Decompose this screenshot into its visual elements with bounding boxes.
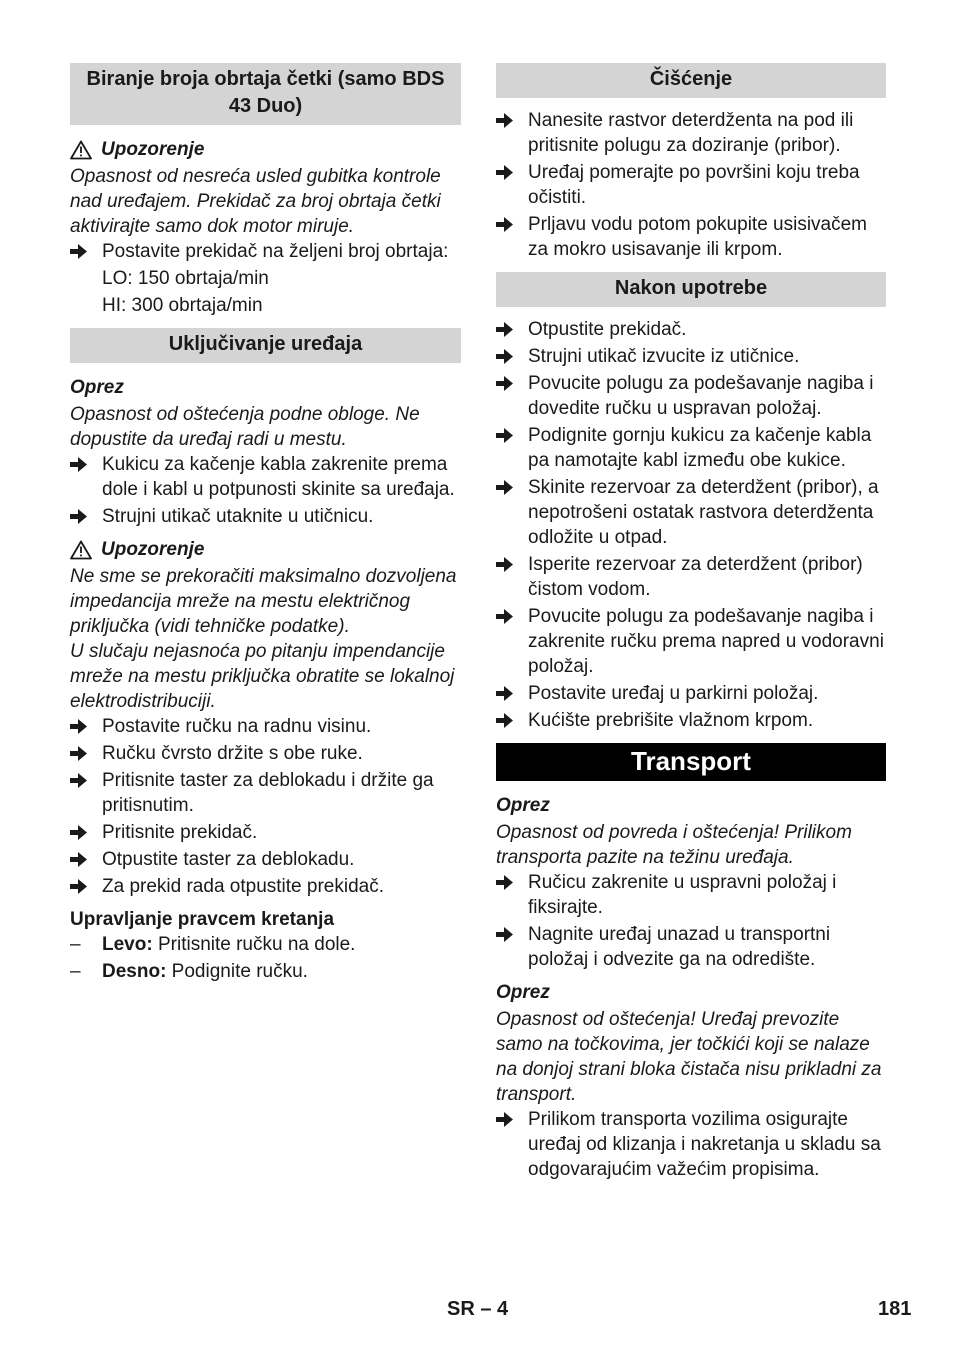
steps-list-e	[496, 870, 886, 972]
step-text: Prljavu vodu potom pokupite usisivačem za mokro usisavanje ili krpom.	[528, 214, 868, 260]
list-item	[496, 344, 886, 369]
page-number: 181	[878, 1298, 912, 1320]
dash-bullet: –	[70, 934, 81, 955]
arrow-right-icon	[496, 371, 528, 421]
step-text: Nagnite uređaj unazad u transportni položaj i odvezite ga na odredište.	[528, 924, 831, 970]
caution-heading: Oprez	[496, 982, 550, 1003]
list-item	[496, 1107, 886, 1182]
caution-text: Opasnost od povreda i oštećenja! Prilikom transporta pazite na težinu uređaja.	[496, 822, 852, 868]
list-item	[496, 423, 886, 473]
list-item	[70, 959, 461, 984]
list-item	[496, 922, 886, 972]
warning-triangle-icon	[70, 540, 92, 560]
list-item	[496, 317, 886, 342]
list-item	[70, 820, 461, 845]
step-text: Pritisnite taster za deblokadu i držite ga pritisnutim.	[102, 770, 434, 816]
caution-heading: Oprez	[496, 795, 550, 816]
warning-heading	[70, 137, 461, 162]
list-item	[70, 452, 461, 502]
left-column	[70, 63, 461, 984]
arrow-right-icon	[70, 504, 102, 529]
list-item	[70, 874, 461, 899]
warning-heading	[70, 537, 461, 562]
dash-label: Desno:	[102, 961, 167, 982]
arrow-right-icon	[70, 768, 102, 818]
list-item	[70, 239, 461, 264]
list-item	[70, 847, 461, 872]
speed-lo: LO: 150 obrtaja/min	[102, 268, 269, 289]
list-item	[496, 870, 886, 920]
step-text: Strujni utikač utaknite u utičnicu.	[102, 506, 374, 527]
step-text: Kukicu za kačenje kabla zakrenite prema dole i kabl u potpunosti skinite sa uređaja.	[102, 454, 455, 500]
warning-label: Upozorenje	[101, 539, 205, 560]
steps-list-a	[70, 452, 461, 529]
list-item	[496, 160, 886, 210]
arrow-right-icon	[496, 922, 528, 972]
arrow-right-icon	[496, 160, 528, 210]
step-text: Postavite uređaj u parkirni položaj.	[528, 683, 819, 704]
warning-text: U slučaju nejasnoća po pitanju impendancije mreže na mestu priključka obratite se lokalnoj elektrodistribuciji.	[70, 641, 455, 712]
step-text: Otpustite taster za deblokadu.	[102, 849, 355, 870]
list-item	[496, 212, 886, 262]
step-text: Postavite ručku na radnu visinu.	[102, 716, 372, 737]
section-heading-brush-speed: Biranje broja obrtaja četki (samo BDS 43 Duo)	[70, 63, 461, 125]
step-text: Kućište prebrišite vlažnom krpom.	[528, 710, 814, 731]
arrow-right-icon	[496, 344, 528, 369]
warning-text: Ne sme se prekoračiti maksimalno dozvoljena impedancija mreže na mestu električnog priključka (vidi tehničke podatke).	[70, 566, 457, 637]
dash-text	[102, 932, 355, 957]
warning-text: Opasnost od nesreća usled gubitka kontrole nad uređajem. Prekidač za broj obrtaja četki aktivirajte samo dok motor miruje.	[70, 166, 441, 237]
step-text: Prilikom transporta vozilima osigurajte uređaj od klizanja i nakretanja u skladu sa odgovarajućim važećim propisima.	[528, 1109, 881, 1180]
step-text: Skinite rezervoar za deterdžent (pribor), a nepotrošeni ostatak rastvora deterdženta odložite u otpad.	[528, 477, 879, 548]
arrow-right-icon	[496, 708, 528, 733]
list-item	[70, 504, 461, 529]
dash-desc: Pritisnite ručku na dole.	[152, 934, 356, 955]
dash-bullet: –	[70, 961, 81, 982]
caution-text: Opasnost od oštećenja! Uređaj prevozite samo na točkovima, jer točkići koji se nalaze na donjoj strani bloka čistača nisu prikladni za transport.	[496, 1009, 882, 1105]
dash-label: Levo:	[102, 934, 153, 955]
caution-text: Opasnost od oštećenja podne obloge. Ne dopustite da uređaj radi u mestu.	[70, 404, 420, 450]
arrow-right-icon	[496, 212, 528, 262]
step-text: Uređaj pomerajte po površini koju treba očistiti.	[528, 162, 860, 208]
list-item	[496, 371, 886, 421]
steps-list-f	[496, 1107, 886, 1182]
list-item	[70, 932, 461, 957]
list-item	[496, 681, 886, 706]
section-heading-after-use: Nakon upotrebe	[496, 272, 886, 307]
step-text: Postavite prekidač na željeni broj obrtaja:	[102, 241, 449, 262]
step-text: Ručicu zakrenite u uspravni položaj i fiksirajte.	[528, 872, 837, 918]
arrow-right-icon	[496, 317, 528, 342]
speed-hi: HI: 300 obrtaja/min	[102, 295, 263, 316]
arrow-right-icon	[496, 604, 528, 679]
arrow-right-icon	[496, 552, 528, 602]
step-text: Pritisnite prekidač.	[102, 822, 258, 843]
step-text: Za prekid rada otpustite prekidač.	[102, 876, 384, 897]
step-text: Strujni utikač izvucite iz utičnice.	[528, 346, 800, 367]
steps-list-d	[496, 317, 886, 733]
dash-desc: Podignite ručku.	[166, 961, 308, 982]
list-item	[70, 741, 461, 766]
dash-text	[102, 959, 308, 984]
list-item	[496, 708, 886, 733]
warning-triangle-icon	[70, 140, 92, 160]
step-text: Otpustite prekidač.	[528, 319, 687, 340]
arrow-right-icon	[70, 820, 102, 845]
arrow-right-icon	[70, 714, 102, 739]
section-heading-switch-on: Uključivanje uređaja	[70, 328, 461, 363]
step-text: Podignite gornju kukicu za kačenje kabla pa namotajte kabl između obe kukice.	[528, 425, 872, 471]
list-item	[496, 604, 886, 679]
step-text: Povucite polugu za podešavanje nagiba i zakrenite ručku prema napred u vodoravni položaj.	[528, 606, 884, 677]
transport-heading: Transport	[496, 743, 886, 781]
section-heading-cleaning: Čišćenje	[496, 63, 886, 98]
arrow-right-icon	[496, 870, 528, 920]
steps-list-b	[70, 714, 461, 899]
arrow-right-icon	[496, 475, 528, 550]
arrow-right-icon	[496, 423, 528, 473]
right-column	[496, 63, 886, 1182]
list-item	[496, 552, 886, 602]
list-item	[70, 768, 461, 818]
arrow-right-icon	[70, 452, 102, 502]
arrow-right-icon	[496, 108, 528, 158]
warning-label: Upozorenje	[101, 139, 205, 160]
steps-list-c	[496, 108, 886, 262]
arrow-right-icon	[70, 847, 102, 872]
list-item	[496, 108, 886, 158]
arrow-right-icon	[70, 239, 102, 264]
list-item	[70, 714, 461, 739]
subheading-steering: Upravljanje pravcem kretanja	[70, 909, 335, 930]
arrow-right-icon	[70, 874, 102, 899]
caution-heading: Oprez	[70, 377, 124, 398]
step-text: Povucite polugu za podešavanje nagiba i dovedite ručku u uspravan položaj.	[528, 373, 874, 419]
arrow-right-icon	[496, 681, 528, 706]
arrow-right-icon	[70, 741, 102, 766]
step-text: Nanesite rastvor deterdženta na pod ili pritisnite polugu za doziranje (pribor).	[528, 110, 854, 156]
step-text: Isperite rezervoar za deterdžent (pribor) čistom vodom.	[528, 554, 863, 600]
list-item	[496, 475, 886, 550]
arrow-right-icon	[496, 1107, 528, 1182]
step-text: Ručku čvrsto držite s obe ruke.	[102, 743, 363, 764]
footer-section-label: SR – 4	[447, 1298, 509, 1320]
